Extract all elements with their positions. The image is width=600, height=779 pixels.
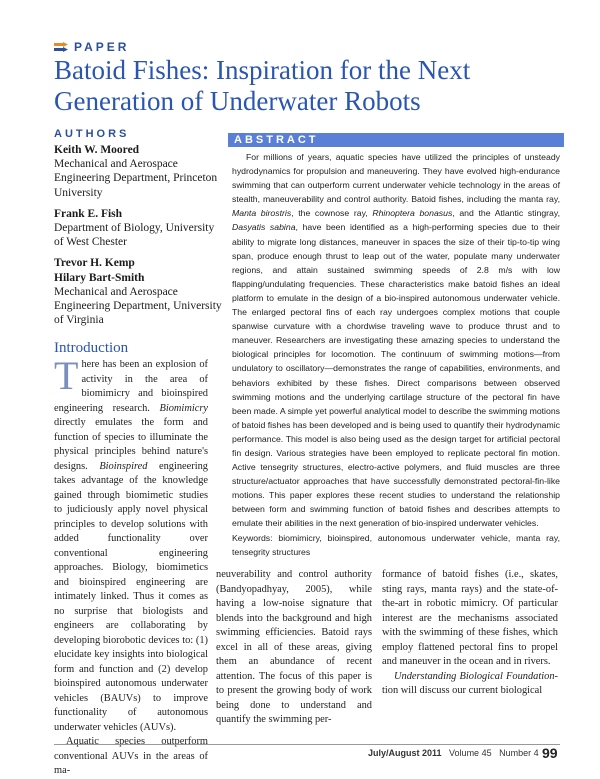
issue-number: Number 4 [499, 748, 539, 758]
body-paragraph: neuverability and control authority (Bandyopadhyay, 2005), while having a low-noise signature that blends into the background and high swimming efficiencies. Batoid rays excel in all of these areas, giving them an abundance of recent attention. The focus of this paper is to present the growing body of work being done to understand and quantify the swimming per- [216, 569, 372, 725]
abstract-text: For millions of years, aquatic species have utilized the principles of unsteady hydrodynamics for propulsion and maneuvering. They have evolved high-endurance swimming that can outperform current underwater vehicle technology in the areas of stealth, maneuverability and control authority. Batoid fishes, including the manta ray, [232, 152, 560, 205]
body-column-3 [382, 568, 558, 699]
abstract-paragraph [232, 150, 560, 531]
author-block [54, 207, 224, 250]
author-name: Keith W. Moored [54, 144, 140, 156]
term: Bioinspired [99, 460, 148, 472]
issue-date: July/August 2011 [368, 748, 442, 758]
body-paragraph [54, 353, 208, 735]
keywords: Keywords: biomimicry, bioinspired, autonomous underwater vehicle, manta ray, tensegrity structures [232, 532, 560, 557]
authors-heading: AUTHORS [54, 128, 130, 140]
author-name: Frank E. Fish [54, 207, 123, 220]
section-label [54, 40, 129, 54]
body-column-2 [216, 568, 372, 728]
author-block [54, 143, 224, 200]
authors-list [54, 143, 224, 334]
author-affiliation: Mechanical and Aerospace Engineering Department, Princeton University [54, 158, 218, 199]
paper-title: Batoid Fishes: Inspiration for the Next Generation of Underwater Robots [54, 55, 471, 116]
species-name: Rhinoptera bonasus [372, 208, 453, 219]
body-text: -tion will discuss our current biological [382, 670, 558, 696]
subsection-ref: Understanding Biological Foundation [394, 670, 555, 682]
species-name: Dasyatis sabina [232, 222, 296, 233]
author-affiliation: Department of Biology, University of West Chester [54, 222, 215, 249]
body-paragraph: formance of batoid fishes (i.e., skates, sting rays, manta rays) and the state-of-the-art in robotic mimicry. Of particular interest are the mechanisms associated with the swimming of these fishes, which employ flattened pectoral fins to propel and maneuver in the ocean and in rivers. [382, 569, 558, 667]
body-text: here has been an explosion of activity in the area of biomimicry and bioinspired engineering research. [54, 359, 208, 414]
abstract-text: , the cownose ray, [291, 208, 368, 219]
section-arrow-icon [54, 42, 68, 52]
abstract-text: , have been identified as a high-performing species due to their ability to migrate long distances, maneuver in spaces the size of their tip-to-tip wing span, produce enough thrust to leap out of the water, populate many underwater regions, and attain sustained swimming speeds of 2.8 m/s with low flapping/undulating frequencies. These characteristics make batoid fishes an ideal platform to emulate in the design of a bio-inspired autonomous underwater vehicle. The enlarged pectoral fins of each ray undergoes complex motions that couple spanwise curvature with a chordwise traveling wave to produce thrust and to maneuver. Researchers are investigating these amazing species to understand the biological principles for locomotion. The continuum of swimming motions—from undulatory to oscillatory—demonstrates the range of capabilities, environments, and behaviors exhibited by these fishes. Direct comparisons between observed swimming motions and the underlying cartilage structure of the pectoral fin have been made. A simple yet powerful analytical model to describe the swimming motions of batoid fishes has been developed and is being used to quantify their hydrodynamic performance. This model is also being used as the design target for artificial pectoral fin design. Various strategies have been employed to replicate pectoral fin motion. Active tensegrity structures, electro-active polymers, and fluid muscles are three structure/actuator approaches that have successfully demonstrated pectoral-fin-like motions. This paper explores these recent studies to understand the relationship between form and swimming function of batoid fishes and describes attempts to emulate their abilities in the next generation of bio-inspired underwater vehicles. [232, 222, 560, 529]
footer [368, 748, 539, 758]
author-affiliation: Mechanical and Aerospace Engineering Department, University of Virginia [54, 285, 222, 327]
footer-rule [54, 744, 560, 745]
abstract-text: , and the Atlantic stingray, [452, 208, 560, 219]
abstract-heading: ABSTRACT [228, 133, 564, 147]
intro-heading: Introduction [54, 340, 129, 356]
species-name: Manta birostris [232, 208, 292, 219]
body-text: directly emulates the form and function of species to illuminate the physical principles behind nature's designs. [54, 417, 208, 472]
author-name: Hilary Bart-Smith [54, 271, 145, 284]
author-name: Trevor H. Kemp [54, 257, 135, 270]
body-column-1 [54, 353, 208, 779]
section-label-text: PAPER [74, 40, 130, 54]
page-number: 99 [542, 745, 558, 761]
body-paragraph [382, 670, 558, 699]
body-text: engineering takes advantage of the knowledge gained through biomimetic studies to judiciously apply novel physical principles to develop solutions with added functionality over conventional engineering approaches. Biology, biomimetics and bioinspired engineering are intimately linked. Thus it comes as no surprise that biologists and engineers are collaborating by developing biorobotic devices to: (1) elucidate key insights into biological form and function and (2) develop bioinspired autonomous underwater vehicles (BAUVs) to improve functionality of autonomous underwater vehicles (AUVs). [54, 460, 208, 733]
drop-cap: T [54, 353, 79, 398]
abstract-body [232, 150, 560, 559]
volume: Volume 45 [449, 748, 492, 758]
author-block [54, 256, 224, 327]
body-paragraph: Aquatic species outperform conventional AUVs in the areas of ma- [54, 736, 208, 776]
term: Biomimicry [159, 402, 208, 414]
